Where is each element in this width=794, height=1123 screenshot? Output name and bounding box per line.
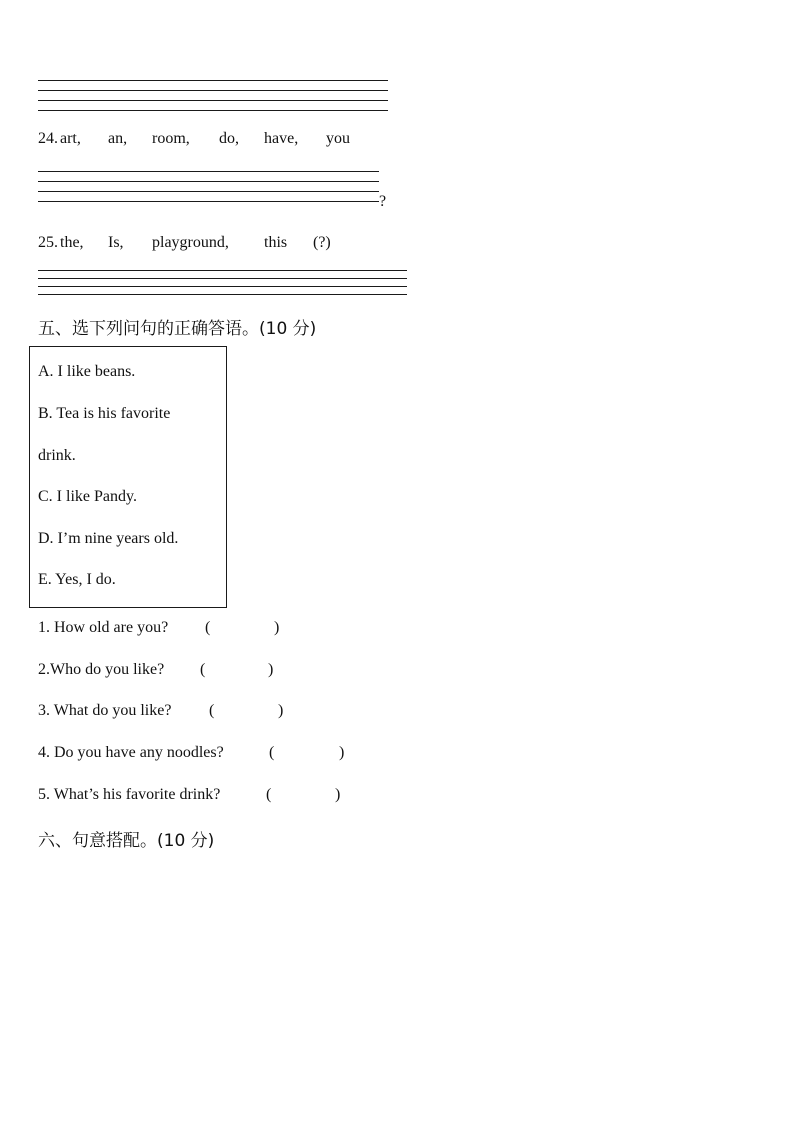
answer-options-box bbox=[29, 346, 227, 608]
answer-line bbox=[38, 181, 379, 182]
scrambled-word: you bbox=[326, 130, 350, 147]
answer-paren-open: ( bbox=[205, 619, 211, 636]
answer-paren-open: ( bbox=[266, 786, 272, 803]
answer-line bbox=[38, 191, 379, 192]
answer-line bbox=[38, 90, 388, 91]
answer-paren-open: ( bbox=[269, 744, 275, 761]
answer-line bbox=[38, 286, 407, 287]
scrambled-word: the, bbox=[60, 234, 84, 251]
answer-line bbox=[38, 110, 388, 111]
answer-line bbox=[38, 100, 388, 101]
question-number: 24. bbox=[38, 130, 58, 147]
scrambled-word: (?) bbox=[313, 234, 331, 251]
question-2: 2.Who do you like? bbox=[38, 661, 165, 678]
answer-paren-close: ) bbox=[339, 744, 345, 761]
answer-paren-open: ( bbox=[200, 661, 206, 678]
answer-paren-close: ) bbox=[274, 619, 280, 636]
answer-line bbox=[38, 171, 379, 172]
option-a: A. I like beans. bbox=[38, 363, 136, 380]
question-4: 4. Do you have any noodles? bbox=[38, 744, 224, 761]
scrambled-word: have, bbox=[264, 130, 299, 147]
answer-paren-close: ) bbox=[268, 661, 274, 678]
option-d: D. I’m nine years old. bbox=[38, 530, 179, 547]
scrambled-word: this bbox=[264, 234, 288, 251]
scrambled-word: Is, bbox=[108, 234, 124, 251]
scrambled-word: room, bbox=[152, 130, 190, 147]
question-number: 25. bbox=[38, 234, 58, 251]
scrambled-word: art, bbox=[60, 130, 81, 147]
answer-paren-open: ( bbox=[209, 702, 215, 719]
option-b-continued: drink. bbox=[38, 447, 76, 464]
section-6-heading: 六、句意搭配。(10 分) bbox=[38, 831, 215, 851]
answer-line bbox=[38, 278, 407, 279]
answer-line bbox=[38, 294, 407, 295]
answer-line bbox=[38, 80, 388, 81]
question-1: 1. How old are you? bbox=[38, 619, 169, 636]
scrambled-word: an, bbox=[108, 130, 128, 147]
option-c: C. I like Pandy. bbox=[38, 488, 137, 505]
answer-line bbox=[38, 201, 379, 202]
scrambled-word: do, bbox=[219, 130, 239, 147]
answer-paren-close: ) bbox=[278, 702, 284, 719]
question-3: 3. What do you like? bbox=[38, 702, 172, 719]
option-b: B. Tea is his favorite bbox=[38, 405, 171, 422]
section-5-heading: 五、选下列问句的正确答语。(10 分) bbox=[38, 319, 317, 339]
question-mark: ? bbox=[379, 193, 387, 210]
answer-paren-close: ) bbox=[335, 786, 341, 803]
answer-line bbox=[38, 270, 407, 271]
scrambled-word: playground, bbox=[152, 234, 229, 251]
question-5: 5. What’s his favorite drink? bbox=[38, 786, 221, 803]
option-e: E. Yes, I do. bbox=[38, 571, 116, 588]
